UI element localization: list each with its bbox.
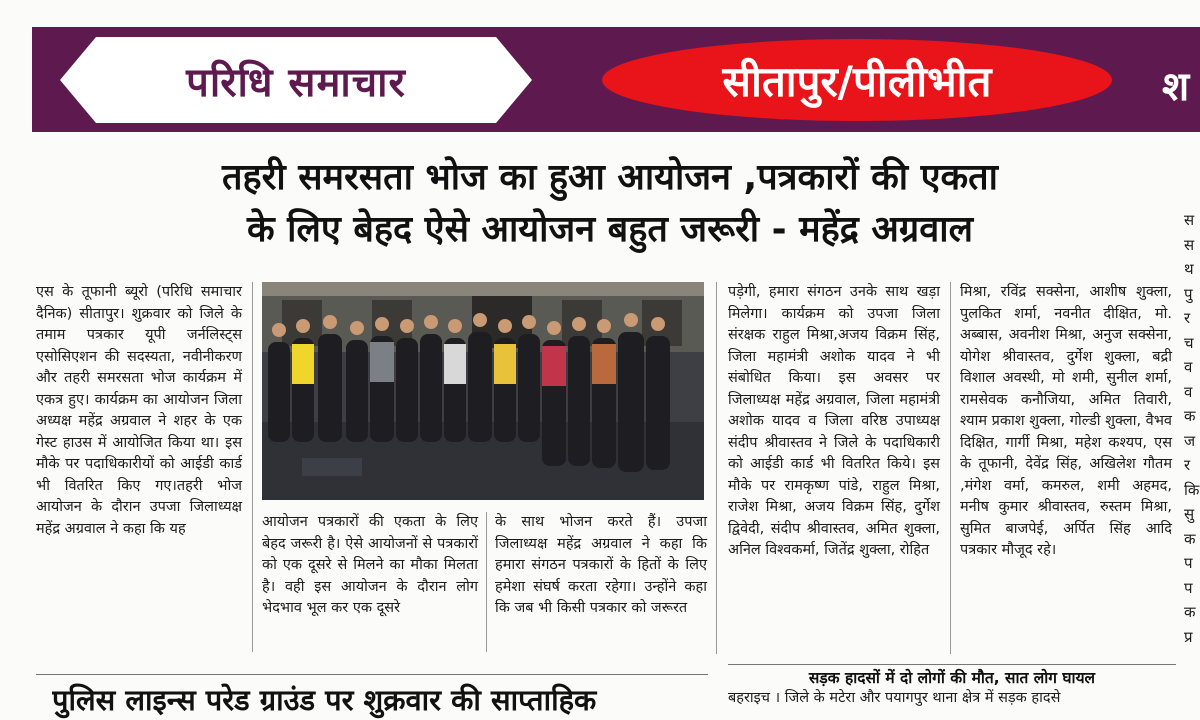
main-headline: [40, 152, 1180, 256]
article-column-3: [495, 512, 707, 620]
edge-char: स: [1184, 235, 1195, 254]
article-text: एस के तूफानी ब्यूरो (परिधि समाचार दैनिक) सीतापुर। शुक्रवार को जिले के तमाम पत्रकार यूपी जर्नलिस्ट्स एसोसिएशन की सदस्यता, नवीनीकरण और तहरी समरसता भोज कार्यक्रम में एकत्र हुए। कार्यक्रम का आयोजन जिला अध्यक्ष महेंद्र अग्रवाल ने शहर के एक गेस्ट हाउस में आयोजित किया था। इस मौके पर पदाधिकारीयों को आईडी कार्ड भी वितरित किए गए।तहरी भोज आयोजन के दौरान उपजा जिलाध्यक्ष महेंद्र अग्रवाल ने कहा कि यह: [36, 284, 242, 537]
second-story-headline: सड़क हादसों में दो लोगों की मौत, सात लोग घायल: [808, 669, 1096, 687]
article-text: आयोजन पत्रकारों की एकता के लिए बेहद जरूरी है। ऐसे आयोजनों से पत्रकारों को एक दूसरे से मिलने का मौका मिलता है। वही इस आयोजन के दौरान लोग भेदभाव भूल कर एक दूसरे: [262, 514, 478, 616]
edge-char: प: [1184, 578, 1193, 597]
column-divider: [950, 282, 951, 654]
article-text: मिश्रा, रविंद्र सक्सेना, आशीष शुक्ला, पुलकित शर्मा, नवनीत दीक्षित, मो. अब्बास, अवनीश मिश्रा, अनुज सक्सेना, योगेश श्रीवास्तव, दुर्गेश शुक्ला, बद्री विशाल अवस्थी, मो शमी, सुनील शर्मा, रामसेवक कनौजिया, अमित तिवारी, श्याम प्रकाश शुक्ला, गोल्डी शुक्ला, वैभव दिक्षित, गार्गी मिश्रा, महेश कश्यप, एस के तूफानी, देवेंद्र सिंह, अखिलेश गौतम ,मंगेश वर्मा, कमरुल, शमी अहमद, मनीष कुमार श्रीवास्तव, रुस्तम मिश्रा, सुमित बाजपेई, अर्पित सिंह आदि पत्रकार मौजूद रहे।: [960, 284, 1172, 558]
article-column-5: [960, 282, 1172, 562]
article-text: पड़ेगी, हमारा संगठन उनके साथ खड़ा मिलेगा। कार्यक्रम को उपजा जिला संरक्षक राहुल मिश्रा,अजय विक्रम सिंह, जिला महामंत्री अशोक यादव ने भी संबोधित किया। इस अवसर पर जिलाध्यक्ष महेंद्र अग्रवाल, जिला महामंत्री अशोक यादव व जिला वरिष्ठ उपाध्यक्ष संदीप श्रीवास्तव ने जिले के पदाधिकारी को आईडी कार्ड भी वितरित किये। इस मौके पर रामकृष्ण पांडे, राहुल मिश्रा, राजेश मिश्रा, अजय विक्रम सिंह, दुर्गेश द्विवेदी, संदीप श्रीवास्तव, अमित शुक्ला, अनिल विश्वकर्मा, जितेंद्र शुक्ला, रोहित: [728, 284, 940, 558]
edge-char: च: [1184, 333, 1194, 352]
edge-char: क: [1184, 407, 1196, 425]
edge-char: क: [1184, 603, 1196, 621]
article-column-2: [262, 512, 478, 620]
article-column-1: [36, 282, 242, 540]
masthead-banner: [32, 27, 1200, 132]
edge-char: व: [1184, 358, 1193, 376]
column-divider: [252, 282, 253, 652]
paper-name-plate: [60, 37, 532, 123]
edge-char: र: [1184, 456, 1191, 474]
adjacent-column-fragment: [1184, 208, 1200, 649]
edge-char: ज: [1184, 431, 1196, 450]
article-column-4: [728, 282, 940, 562]
group-photo-illustration: [262, 282, 704, 500]
story-divider: [36, 674, 708, 675]
edition-name: सीतापुर/पीलीभीत: [602, 39, 1112, 121]
edge-char: प: [1184, 554, 1193, 572]
article-text: के साथ भोजन करते हैं। उपजा जिलाध्यक्ष महेंद्र अग्रवाल ने कहा कि हमारा संगठन पत्रकारों के हितों के लिए हमेशा संघर्ष करता रहेगा। उन्होंने कहा कि जब भी किसी पत्रकार को जरूरत: [495, 514, 707, 616]
edge-char: पु: [1184, 284, 1193, 303]
edge-char: कि: [1184, 480, 1200, 499]
paper-name: परिधि समाचार: [186, 59, 406, 106]
edge-char: क: [1184, 529, 1196, 548]
edge-char: व: [1184, 382, 1193, 401]
edge-char: स: [1184, 211, 1195, 229]
headline-line-1: तहरी समरसता भोज का हुआ आयोजन ,पत्रकारों की एकता: [221, 157, 999, 198]
bottom-story-headline: पुलिस लाइन्स परेड ग्राउंड पर शुक्रवार की साप्ताहिक: [52, 683, 597, 717]
headline-line-2: के लिए बेहद ऐसे आयोजन बहुत जरूरी - महेंद्र अग्रवाल: [247, 209, 973, 250]
masthead-edge-text: श: [1162, 64, 1190, 110]
edge-char: प्र: [1184, 627, 1193, 646]
column-divider: [716, 282, 717, 654]
edge-char: थ: [1184, 260, 1194, 278]
story-divider: [728, 664, 1176, 665]
column-divider: [486, 512, 487, 652]
edge-char: र: [1184, 309, 1191, 327]
second-story-text: बहराइच । जिले के मटेरा और पयागपुर थाना क्षेत्र में सड़क हादसे: [728, 690, 1061, 706]
edge-char: सु: [1184, 505, 1195, 523]
group-photo: [262, 282, 704, 500]
